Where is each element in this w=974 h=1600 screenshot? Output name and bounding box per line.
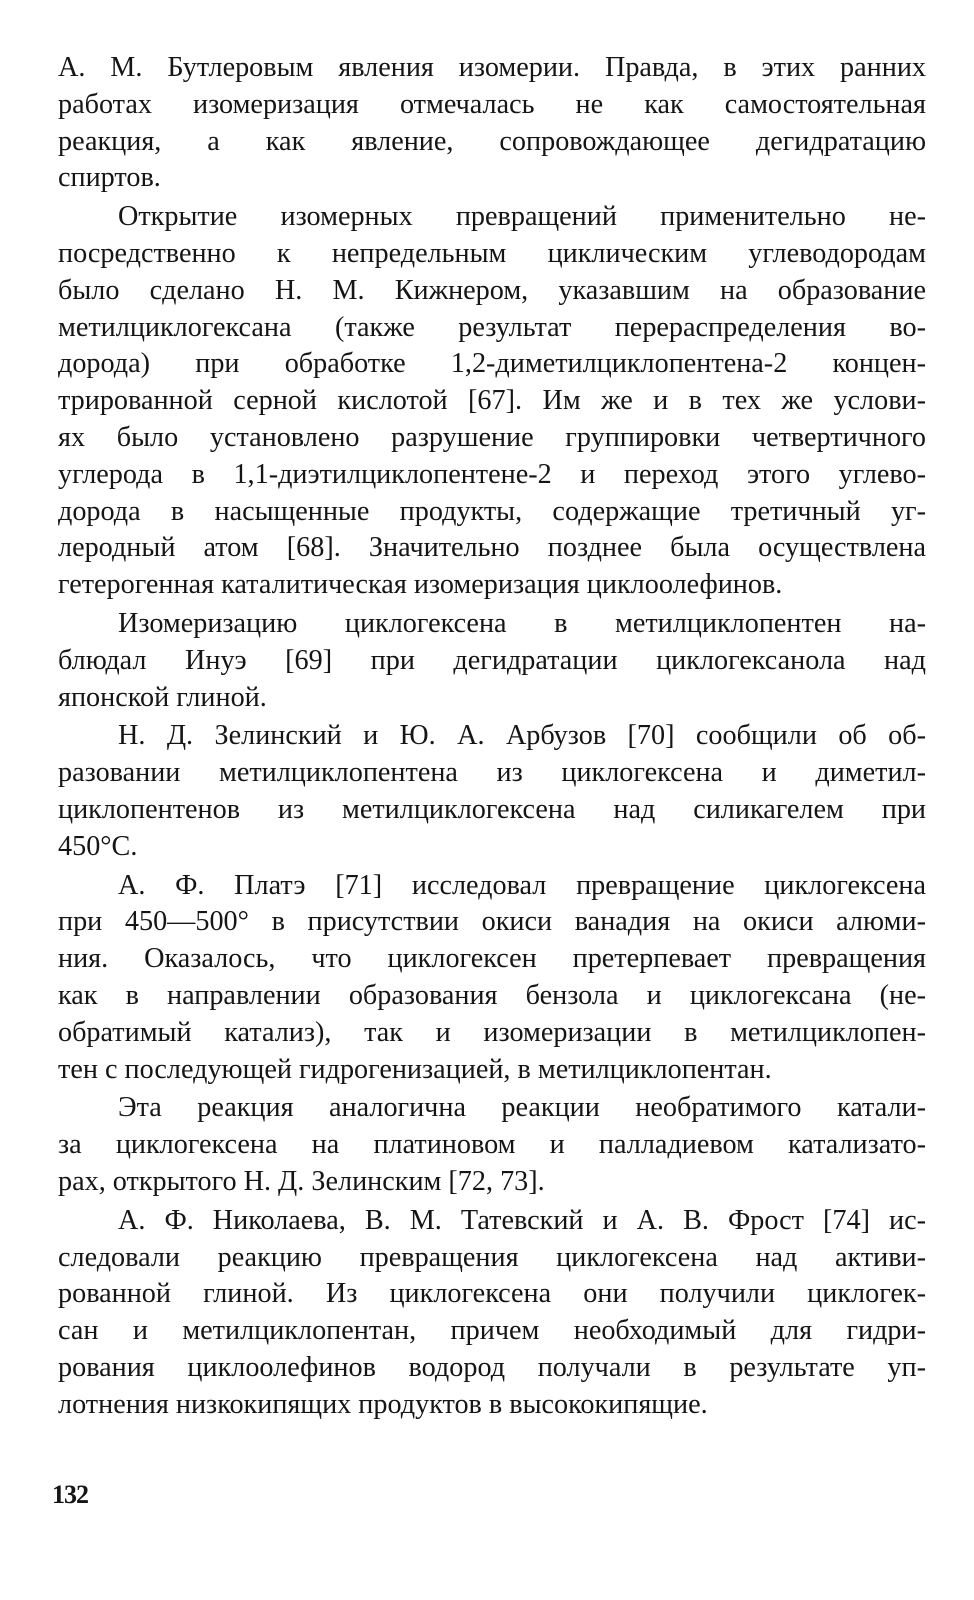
paragraph-7 [58, 1203, 926, 1424]
text-line: дорода) при обработке 1,2-диметилциклопентена-2 концен- [58, 348, 926, 380]
text-line: гетерогенная каталитическая изомеризация циклоолефинов. [58, 569, 783, 601]
text-line: леродный атом [68]. Значительно позднее была осуществлена [58, 532, 926, 564]
text-line: при 450—500° в присутствии окиси ванадия на окиси алюми- [58, 906, 926, 938]
text-line: рования циклоолефинов водород получали в результате уп- [58, 1351, 926, 1383]
text-line: лотнения низкокипящих продуктов в высококипящие. [58, 1388, 708, 1420]
text-line: как в направлении образования бензола и циклогексана (не- [58, 979, 926, 1011]
text-line: дорода в насыщенные продукты, содержащие третичный уг- [58, 495, 926, 527]
text-line: тен с последующей гидрогенизацией, в метилциклопентан. [58, 1053, 772, 1085]
text-line: углерода в 1,1-диэтилциклопентене-2 и переход этого углево- [58, 458, 926, 490]
text-line: ния. Оказалось, что циклогексен претерпевает превращения [58, 943, 926, 975]
text-line: А. Ф. Платэ [71] исследовал превращение циклогексена [118, 869, 926, 901]
paragraph-3 [58, 606, 926, 716]
text-line: Эта реакция аналогична реакции необратимого катали- [118, 1092, 926, 1124]
text-line: японской глиной. [58, 681, 267, 713]
text-line: работах изомеризация отмечалась не как самостоятельная [58, 88, 926, 120]
text-line: ях было установлено разрушение группировки четвертичного [58, 421, 926, 453]
text-line: за циклогексена на платиновом и палладиевом катализато- [58, 1129, 926, 1161]
paragraph-4 [58, 718, 926, 865]
text-line: циклопентенов из метилциклогексена над силикагелем при [58, 793, 926, 825]
text-line: А. М. Бутлеровым явления изомерии. Правда, в этих ранних [58, 52, 926, 83]
text-line: посредственно к непредельным циклическим углеводородам [58, 237, 926, 269]
paragraph-6 [58, 1090, 926, 1200]
text-line: разовании метилциклопентена из циклогексена и диметил- [58, 757, 926, 789]
text-line: реакция, а как явление, сопровождающее дегидратацию [58, 125, 926, 157]
page-number: 132 [52, 1480, 88, 1509]
text-line: было сделано Н. М. Кижнером, указавшим на образование [58, 274, 926, 306]
text-line: рованной глиной. Из циклогексена они получили циклогек- [58, 1278, 926, 1310]
text-line: следовали реакцию превращения циклогексена над активи- [58, 1241, 926, 1273]
text-line: сан и метилциклопентан, причем необходимый для гидри- [58, 1315, 926, 1347]
paragraph-2 [58, 199, 926, 604]
text-line: А. Ф. Николаева, В. М. Татевский и А. В. Фрост [74] ис- [118, 1204, 926, 1236]
text-line: Н. Д. Зелинский и Ю. А. Арбузов [70] сообщили об об- [118, 720, 926, 752]
text-line: рах, открытого Н. Д. Зелинским [72, 73]. [58, 1165, 545, 1197]
body-text [58, 50, 926, 1423]
text-line: Изомеризацию циклогексена в метилциклопентен на- [118, 607, 926, 639]
paragraph-1 [58, 50, 926, 197]
text-line: обратимый катализ), так и изомеризации в метилциклопен- [58, 1016, 926, 1048]
text-line: трированной серной кислотой [67]. Им же и в тех же услови- [58, 385, 926, 417]
text-line: спиртов. [58, 162, 161, 194]
text-line: 450°С. [58, 830, 138, 862]
paragraph-5 [58, 868, 926, 1089]
text-line: Открытие изомерных превращений применительно не- [118, 201, 926, 233]
text-line: метилциклогексана (также результат перераспределения во- [58, 311, 926, 343]
text-line: блюдал Инуэ [69] при дегидратации циклогексанола над [58, 644, 926, 676]
